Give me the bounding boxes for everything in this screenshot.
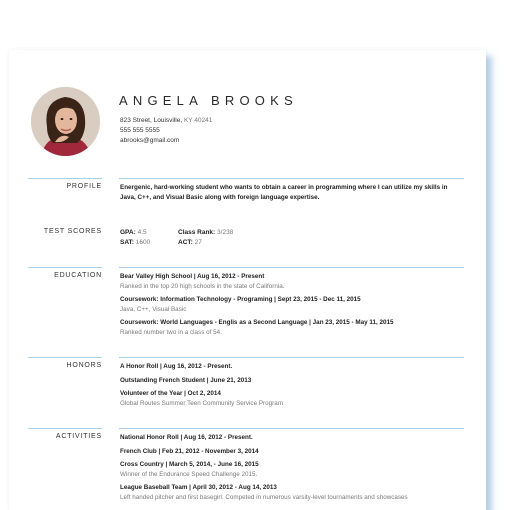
- entry-title: National Honor Roll | Aug 16, 2012 - Present.: [120, 434, 253, 441]
- address-street: 823 Street, Louisville,: [120, 117, 184, 124]
- entry-detail: Winner of the Endurance Speed Challenge 2015.: [120, 470, 258, 478]
- divider: [28, 428, 102, 429]
- list-item: [120, 389, 464, 408]
- list-item: [120, 483, 464, 502]
- entry-title: A Honor Roll | Aug 16, 2012 - Present.: [120, 363, 233, 370]
- section-label: EDUCATION: [54, 272, 102, 279]
- section-label: PROFILE: [66, 183, 102, 190]
- sat-label: SAT:: [120, 238, 134, 246]
- divider: [119, 428, 464, 429]
- portrait-image: [31, 87, 100, 156]
- list-item: [120, 447, 464, 457]
- address-state: KY 40241: [183, 117, 213, 124]
- list-item: [120, 295, 464, 314]
- entry-title: League Baseball Team | April 30, 2012 - Aug 14, 2013: [120, 484, 277, 491]
- entry-title: Bear Valley High School | Aug 16, 2012 - Present: [120, 273, 265, 280]
- list-item: [120, 272, 464, 291]
- entry-title: Outstanding French Student | June 21, 2013: [120, 376, 252, 384]
- divider: [28, 357, 102, 358]
- entry-detail: Ranked number two in a class of 54.: [120, 328, 222, 336]
- entry-detail: Global Routes Summer Teen Community Service Program: [120, 399, 283, 407]
- entry-title: French Club | Feb 21, 2012 - November 3, 2014: [120, 447, 259, 455]
- entry-title: Coursework: Information Technology - Programing | Sept 23, 2015 - Dec 11, 2015: [120, 296, 361, 303]
- divider: [28, 178, 102, 179]
- test-scores-body: [120, 228, 464, 247]
- profile-text: [120, 183, 464, 206]
- class-rank-label: Class Rank:: [178, 229, 216, 236]
- act-value: 27: [194, 238, 202, 246]
- list-item: [120, 376, 464, 386]
- section-label: HONORS: [66, 362, 102, 369]
- address: [120, 116, 212, 126]
- education-list: [120, 272, 464, 341]
- candidate-name: ANGELA BROOKS: [119, 93, 298, 108]
- profile-summary: Energenic, hard-working student who wants to obtain a career in programming where I can utilize my skills in Java, C++, and Visual Basic along with foreign language expertise.: [120, 184, 448, 201]
- section-label: TEST SCORES: [43, 228, 102, 235]
- profile-photo: [31, 87, 100, 156]
- entry-title: Cross Country | March 5, 2014, - June 16, 2015: [120, 461, 259, 468]
- section-label: ACTIVITIES: [55, 433, 102, 440]
- entry-detail: Ranked in the top 20 high schools in the state of California.: [120, 282, 285, 290]
- entry-detail: Java, C++, Visual Basic: [120, 305, 187, 313]
- gpa-label: GPA:: [120, 229, 136, 236]
- list-item: [120, 318, 464, 337]
- entry-detail: Left handed pitcher and first basegirl. Competed in numerous varsity-level tournaments and showcases: [120, 493, 408, 501]
- entry-title: Coursework: World Languages - Englis as a Second Language | Jan 23, 2015 - May 11, 2015: [120, 319, 394, 326]
- phone: 555 555 5555: [120, 127, 160, 134]
- resume-page: [9, 50, 486, 510]
- class-rank-value: 3/238: [217, 229, 234, 236]
- list-item: [120, 433, 464, 443]
- sat-value: 1600: [135, 238, 151, 246]
- divider: [119, 357, 464, 358]
- divider: [28, 267, 102, 268]
- email: abrooks@gmail.com: [120, 137, 180, 144]
- gpa-value: 4.5: [137, 229, 147, 236]
- entry-title: Volunteer of the Year | Oct 2, 2014: [120, 390, 221, 397]
- contact-block: [120, 116, 212, 146]
- act-label: ACT:: [178, 238, 193, 246]
- activities-list: [120, 433, 464, 506]
- list-item: [120, 362, 464, 372]
- honors-list: [120, 362, 464, 412]
- divider: [119, 267, 464, 268]
- list-item: [120, 460, 464, 479]
- divider: [119, 178, 464, 179]
